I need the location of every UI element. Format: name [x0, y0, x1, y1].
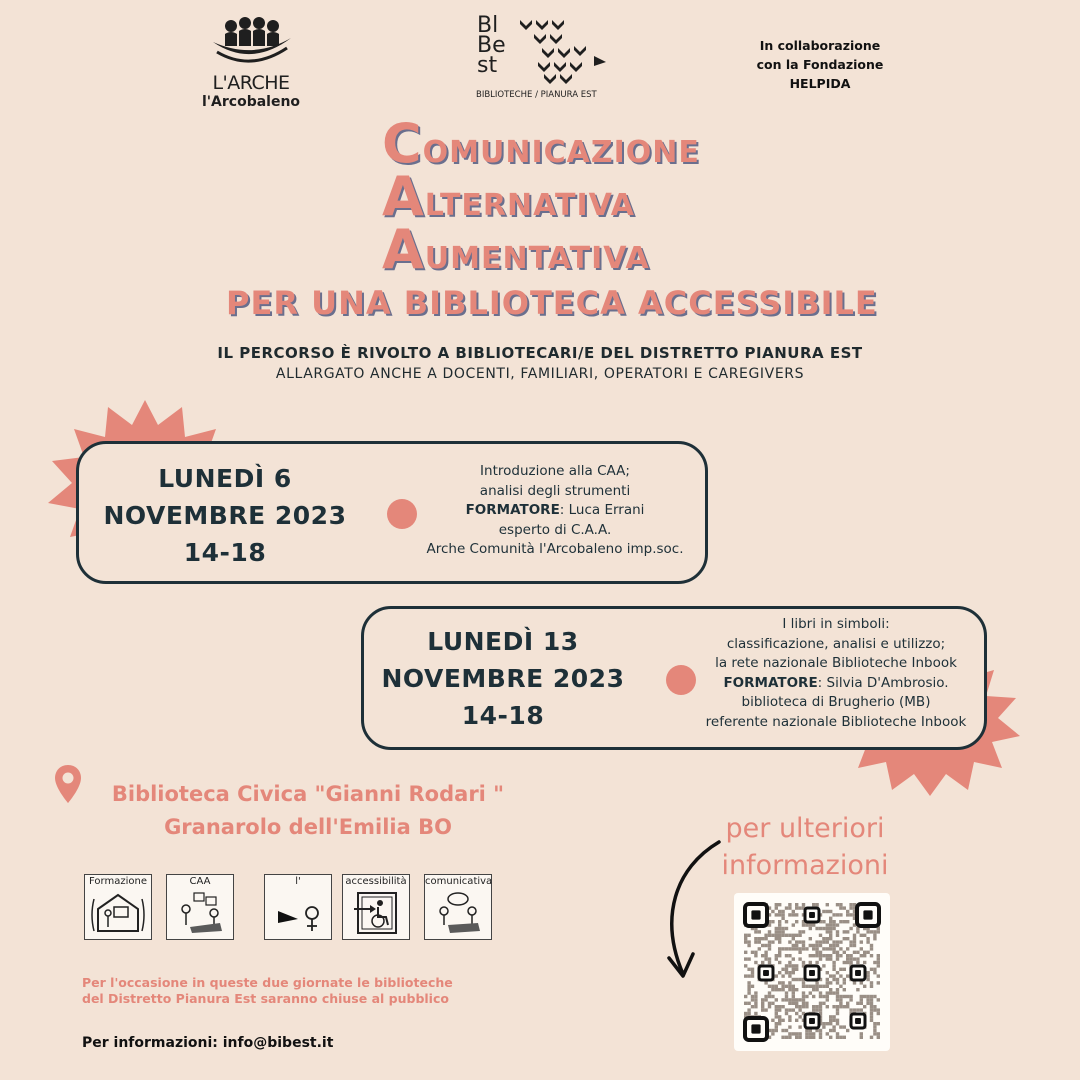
- symbol-label: CAA: [189, 876, 211, 887]
- session-2-date: [364, 623, 642, 734]
- title-initial-a1: A: [382, 165, 425, 228]
- title-rest-a1: LTERNATIVA: [424, 188, 636, 223]
- bibest-subtitle: BIBLIOTECHE / PIANURA EST: [476, 90, 597, 100]
- symbol-label: accessibilità: [345, 876, 407, 887]
- qr-finder-pattern: [745, 1018, 767, 1040]
- qr-alignment-pattern: [805, 966, 819, 980]
- communication-board-icon: [172, 889, 228, 935]
- session-2-day: LUNEDÌ 13: [427, 627, 579, 656]
- collab-line-2: con la Fondazione: [756, 57, 884, 72]
- qr-alignment-pattern: [759, 966, 773, 980]
- trainer-label: FORMATORE: [465, 502, 560, 518]
- session-1-time: 14-18: [183, 538, 267, 567]
- curved-arrow-icon: [655, 838, 725, 988]
- contact-email: Per informazioni: info@bibest.it: [82, 1035, 334, 1051]
- symbol-comunicativa: [424, 874, 492, 940]
- session-2-time: 14-18: [461, 701, 545, 730]
- qr-alignment-pattern: [851, 1014, 865, 1028]
- session-2-desc-line: referente nazionale Biblioteche Inbook: [705, 713, 967, 730]
- qr-code[interactable]: [734, 893, 890, 1051]
- session-1-month: NOVEMBRE 2023: [103, 501, 347, 530]
- arche-logo: [196, 16, 306, 116]
- session-2-description: [690, 615, 982, 732]
- title-initial-a2: A: [382, 218, 425, 281]
- session-1-desc-line: Arche Comunità l'Arcobaleno imp.soc.: [426, 541, 684, 557]
- trainer-name: : Silvia D'Ambrosio.: [817, 674, 949, 691]
- session-2-desc-line: biblioteca di Brugherio (MB): [741, 694, 931, 710]
- title-line-aumentativa: [382, 218, 650, 281]
- qr-finder-pattern: [745, 904, 767, 926]
- bibest-line-3: st: [477, 53, 498, 78]
- qr-alignment-pattern: [851, 966, 865, 980]
- bibest-logo: [472, 10, 622, 102]
- symbol-accessibilita: [342, 874, 410, 940]
- symbol-label: l': [295, 876, 301, 887]
- title-rest-a2: UMENTATIVA: [424, 241, 650, 276]
- trainer-label: FORMATORE: [723, 674, 818, 691]
- closure-notice: [82, 975, 522, 1007]
- bibest-wordmark: [477, 13, 506, 78]
- title-initial-c: C: [382, 112, 423, 175]
- symbol-formazione: [84, 874, 152, 940]
- symbol-label: comunicativa: [425, 876, 493, 887]
- trainer-name: : Luca Errani: [559, 502, 645, 518]
- session-2-desc-line: la rete nazionale Biblioteche Inbook: [715, 655, 957, 671]
- location-pin-icon: [55, 765, 81, 805]
- session-1-trainer: [405, 501, 705, 521]
- session-2-trainer: [690, 674, 982, 694]
- arche-boat-icon: [209, 16, 293, 66]
- more-info-line-2: informazioni: [721, 850, 889, 881]
- session-1-day: LUNEDÌ 6: [158, 464, 292, 493]
- qr-alignment-pattern: [805, 1014, 819, 1028]
- title-subtitle: PER UNA BIBLIOTECA ACCESSIBILE: [226, 284, 878, 322]
- qr-code-image: [734, 893, 890, 1051]
- conversation-icon: [430, 889, 486, 935]
- collaboration-note: [730, 36, 910, 93]
- accessibility-icon: [348, 889, 404, 935]
- bibest-birds-icon: [520, 16, 616, 86]
- audience-line-1: IL PERCORSO È RIVOLTO A BIBLIOTECARI/E DEL DISTRETTO PIANURA EST: [217, 344, 863, 362]
- session-2-desc-line: I libri in simboli:: [782, 616, 890, 632]
- session-1-desc-line: analisi degli strumenti: [479, 482, 631, 499]
- session-2-month: NOVEMBRE 2023: [381, 664, 625, 693]
- location-text: [88, 778, 528, 844]
- audience-line-2: ALLARGATO ANCHE A DOCENTI, FAMILIARI, OPERATORI E CAREGIVERS: [275, 366, 805, 382]
- session-1-description: [405, 462, 705, 560]
- session-card-1: [76, 441, 708, 584]
- more-info-text: [700, 810, 910, 884]
- symbol-label: Formazione: [89, 876, 147, 887]
- arche-name: L'ARCHE: [212, 72, 290, 94]
- location-city: Granarolo dell'Emilia BO: [164, 815, 452, 839]
- notice-line-2: del Distretto Pianura Est saranno chiuse al pubblico: [82, 991, 449, 1006]
- classroom-icon: [90, 889, 146, 935]
- qr-finder-pattern: [857, 904, 879, 926]
- location-venue: Biblioteca Civica "Gianni Rodari ": [111, 782, 505, 806]
- collab-line-3: HELPIDA: [789, 76, 851, 91]
- session-card-2: [361, 606, 987, 750]
- notice-line-1: Per l'occasione in queste due giornate le biblioteche: [82, 975, 453, 990]
- session-1-date: [85, 460, 365, 571]
- arche-subname: l'Arcobaleno: [201, 94, 301, 110]
- symbol-caa: [166, 874, 234, 940]
- session-1-desc-line: Introduzione alla CAA;: [480, 463, 630, 479]
- article-arrow-icon: [270, 889, 326, 935]
- more-info-line-1: per ulteriori: [725, 813, 885, 844]
- symbol-l-apostrophe: [264, 874, 332, 940]
- session-2-desc-line: classificazione, analisi e utilizzo;: [726, 635, 946, 652]
- session-1-desc-line: esperto di C.A.A.: [498, 521, 612, 538]
- title-rest-c: OMUNICAZIONE: [422, 135, 700, 170]
- qr-alignment-pattern: [805, 908, 819, 922]
- bibest-line-2: Be: [477, 33, 506, 58]
- bibest-line-1: Bl: [477, 13, 499, 38]
- collab-line-1: In collaborazione: [759, 38, 881, 53]
